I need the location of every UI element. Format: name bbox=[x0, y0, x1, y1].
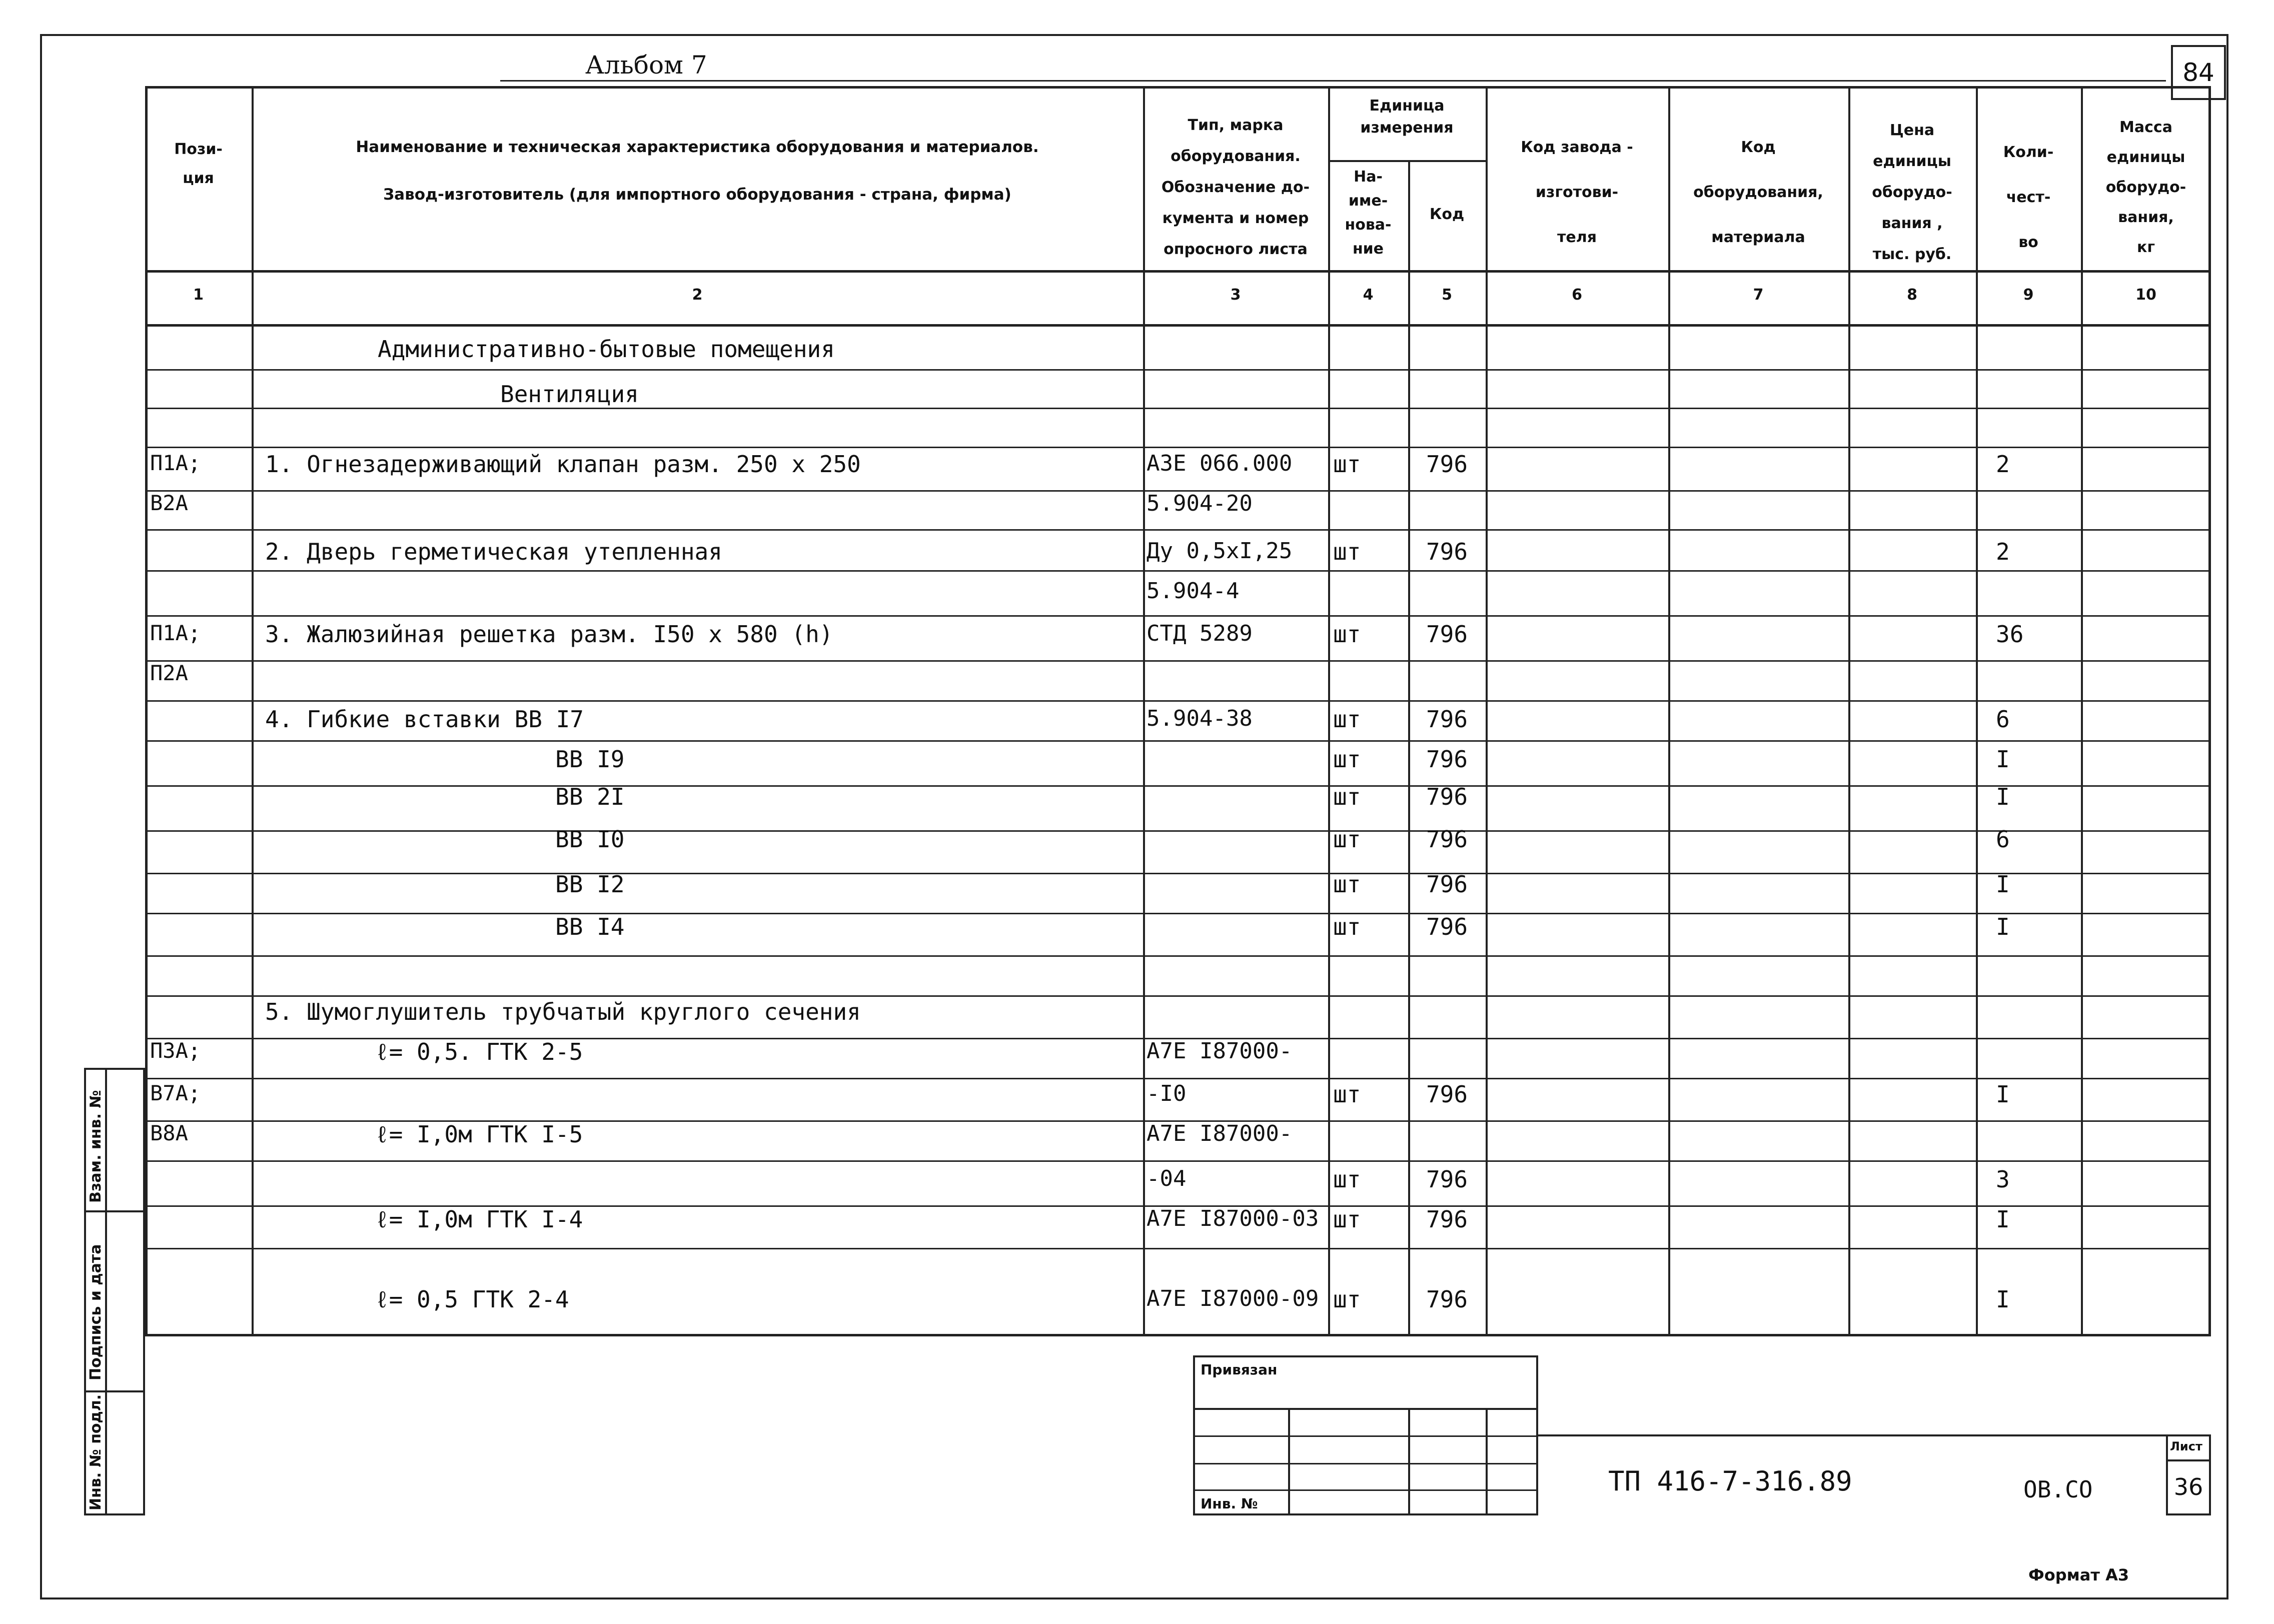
row-separator bbox=[145, 700, 2211, 702]
privyazan-label: Привязан bbox=[1201, 1361, 1278, 1378]
col-num-8: 8 bbox=[1907, 286, 1917, 304]
row-12-unit: шт bbox=[1333, 913, 1361, 940]
row-8-code: 796 bbox=[1426, 746, 1468, 773]
col-num-1: 1 bbox=[193, 286, 204, 304]
col-num-5: 5 bbox=[1442, 286, 1452, 304]
header-unit: Единица измерения bbox=[1360, 97, 1454, 137]
row-5-name: 3. Жалюзийная решетка разм. I50 х 580 (h) bbox=[265, 621, 833, 648]
row-separator bbox=[145, 740, 2211, 742]
row-12-code: 796 bbox=[1426, 913, 1468, 940]
row-19-name: ℓ= I,0м ГТК I-4 bbox=[375, 1206, 583, 1233]
col-num-3: 3 bbox=[1230, 286, 1241, 304]
side-podpis: Подпись и дата bbox=[87, 1244, 105, 1380]
row-separator bbox=[145, 447, 2211, 448]
row-1-name: 1. Огнезадерживающий клапан разм. 250 х 250 bbox=[265, 451, 861, 478]
header-unit-name: На- име- нова- ние bbox=[1345, 168, 1392, 258]
header-mass: Масса единицы оборудо- вания, кг bbox=[2105, 119, 2186, 256]
row-5-code: 796 bbox=[1426, 621, 1468, 648]
row-7-unit: шт bbox=[1333, 706, 1361, 733]
row-3-name: 2. Дверь герметическая утепленная bbox=[265, 538, 722, 565]
row-16-qty: I bbox=[1996, 1081, 2010, 1108]
row-8-name: ВВ I9 bbox=[555, 746, 625, 773]
row-21-name: ℓ= 0,5 ГТК 2-4 bbox=[375, 1286, 569, 1313]
row-6-pos: П2А bbox=[150, 661, 188, 685]
col-num-4: 4 bbox=[1363, 286, 1374, 304]
row-12-name: ВВ I4 bbox=[555, 913, 625, 940]
row-17-pos: В8А bbox=[150, 1121, 188, 1145]
row-separator bbox=[145, 570, 2211, 572]
row-18-unit: шт bbox=[1333, 1166, 1361, 1193]
row-separator bbox=[145, 615, 2211, 617]
section-title: Административно-бытовые помещения bbox=[378, 336, 835, 363]
row-12-qty: I bbox=[1996, 913, 2010, 940]
side-vzam: Взам. инв. № bbox=[87, 1090, 105, 1203]
row-2-pos: В2А bbox=[150, 491, 188, 515]
row-3-unit: шт bbox=[1333, 538, 1361, 565]
row-separator bbox=[145, 1078, 2211, 1079]
row-1-code: 796 bbox=[1426, 451, 1468, 478]
row-9-name: ВВ 2I bbox=[555, 783, 625, 810]
header-name-line1: Наименование и техническая характеристика оборудования и материалов. bbox=[356, 138, 1039, 156]
row-14-name: 5. Шумоглушитель трубчатый круглого сечения bbox=[265, 998, 861, 1025]
col-num-10: 10 bbox=[2135, 286, 2156, 304]
row-5-unit: шт bbox=[1333, 621, 1361, 648]
row-11-name: ВВ I2 bbox=[555, 871, 625, 898]
row-9-qty: I bbox=[1996, 783, 2010, 810]
row-separator bbox=[145, 490, 2211, 492]
sheet-number: 36 bbox=[2173, 1473, 2203, 1500]
row-10-unit: шт bbox=[1333, 826, 1361, 853]
header-maker-code: Код завода - изготови- теля bbox=[1521, 139, 1633, 246]
row-17-type: А7Е I87000- bbox=[1147, 1123, 1293, 1145]
row-16-code: 796 bbox=[1426, 1081, 1468, 1108]
format-label: Формат А3 bbox=[2028, 1565, 2129, 1584]
header-equipment-code: Код оборудования, материала bbox=[1693, 139, 1823, 246]
document-code: ТП 416-7-316.89 bbox=[1608, 1465, 1852, 1497]
section-subtitle: Вентиляция bbox=[500, 381, 639, 408]
row-5-qty: 36 bbox=[1996, 621, 2024, 648]
row-10-code: 796 bbox=[1426, 826, 1468, 853]
row-21-qty: I bbox=[1996, 1286, 2010, 1313]
row-21-unit: шт bbox=[1333, 1286, 1361, 1313]
row-separator bbox=[145, 529, 2211, 531]
row-15-name: ℓ= 0,5. ГТК 2-5 bbox=[375, 1038, 583, 1065]
row-2-type: 5.904-20 bbox=[1147, 493, 1253, 515]
row-7-code: 796 bbox=[1426, 706, 1468, 733]
album-title: Альбом 7 bbox=[585, 51, 707, 80]
row-7-name: 4. Гибкие вставки ВВ I7 bbox=[265, 706, 584, 733]
row-5-pos: П1А; bbox=[150, 621, 201, 645]
row-8-unit: шт bbox=[1333, 746, 1361, 773]
row-separator bbox=[145, 1160, 2211, 1162]
row-21-code: 796 bbox=[1426, 1286, 1468, 1313]
row-separator bbox=[145, 1248, 2211, 1249]
sheet-label: Лист bbox=[2170, 1439, 2202, 1453]
row-11-unit: шт bbox=[1333, 871, 1361, 898]
row-5-type: СТД 5289 bbox=[1147, 623, 1253, 645]
col-num-6: 6 bbox=[1572, 286, 1582, 304]
row-3-type: Ду 0,5хI,25 bbox=[1147, 540, 1293, 562]
col-num-2: 2 bbox=[692, 286, 703, 304]
row-18-code: 796 bbox=[1426, 1166, 1468, 1193]
row-1-type: АЗЕ 066.000 bbox=[1147, 453, 1293, 475]
inv-no-label: Инв. № bbox=[1201, 1495, 1258, 1512]
row-3-code: 796 bbox=[1426, 538, 1468, 565]
row-separator bbox=[145, 408, 2211, 409]
header-quantity: Коли- чест- во bbox=[2003, 144, 2054, 251]
row-separator bbox=[145, 913, 2211, 914]
col-num-7: 7 bbox=[1753, 286, 1764, 304]
row-7-qty: 6 bbox=[1996, 706, 2010, 733]
row-19-unit: шт bbox=[1333, 1206, 1361, 1233]
page-number: 84 bbox=[2182, 58, 2214, 87]
row-separator bbox=[145, 955, 2211, 957]
row-9-code: 796 bbox=[1426, 783, 1468, 810]
row-19-qty: I bbox=[1996, 1206, 2010, 1233]
header-name-line2: Завод-изготовитель (для импортного оборудования - страна, фирма) bbox=[383, 186, 1011, 204]
row-3-qty: 2 bbox=[1996, 538, 2010, 565]
row-16-type: -I0 bbox=[1147, 1083, 1187, 1105]
row-7-type: 5.904-38 bbox=[1147, 708, 1253, 730]
row-21-type: А7Е I87000-09 bbox=[1147, 1288, 1319, 1310]
header-position: Пози- ция bbox=[174, 141, 223, 187]
drawing-mark: ОВ.СО bbox=[2023, 1476, 2093, 1503]
header-price: Цена единицы оборудо- вания , тыс. руб. bbox=[1872, 122, 1952, 263]
row-16-pos: В7А; bbox=[150, 1081, 201, 1105]
row-11-code: 796 bbox=[1426, 871, 1468, 898]
row-11-qty: I bbox=[1996, 871, 2010, 898]
row-10-qty: 6 bbox=[1996, 826, 2010, 853]
row-8-qty: I bbox=[1996, 746, 2010, 773]
header-type: Тип, марка оборудования. Обозначение до- кумента и номер опросного листа bbox=[1161, 117, 1310, 258]
row-19-type: А7Е I87000-03 bbox=[1147, 1208, 1319, 1230]
row-15-type: А7Е I87000- bbox=[1147, 1040, 1293, 1062]
row-1-unit: шт bbox=[1333, 451, 1361, 478]
row-16-unit: шт bbox=[1333, 1081, 1361, 1108]
row-9-unit: шт bbox=[1333, 783, 1361, 810]
row-17-name: ℓ= I,0м ГТК I-5 bbox=[375, 1121, 583, 1148]
header-unit-code: Код bbox=[1429, 206, 1465, 223]
row-1-pos: П1А; bbox=[150, 451, 201, 475]
row-15-pos: П3А; bbox=[150, 1038, 201, 1063]
side-inv-podl: Инв. № подл. bbox=[87, 1394, 105, 1510]
row-18-qty: 3 bbox=[1996, 1166, 2010, 1193]
row-19-code: 796 bbox=[1426, 1206, 1468, 1233]
row-separator bbox=[145, 660, 2211, 662]
row-4-type: 5.904-4 bbox=[1147, 580, 1240, 602]
row-10-name: ВВ I0 bbox=[555, 826, 625, 853]
row-18-type: -04 bbox=[1147, 1168, 1187, 1190]
col-num-9: 9 bbox=[2023, 286, 2034, 304]
row-separator bbox=[145, 995, 2211, 997]
row-1-qty: 2 bbox=[1996, 451, 2010, 478]
row-separator bbox=[145, 369, 2211, 371]
